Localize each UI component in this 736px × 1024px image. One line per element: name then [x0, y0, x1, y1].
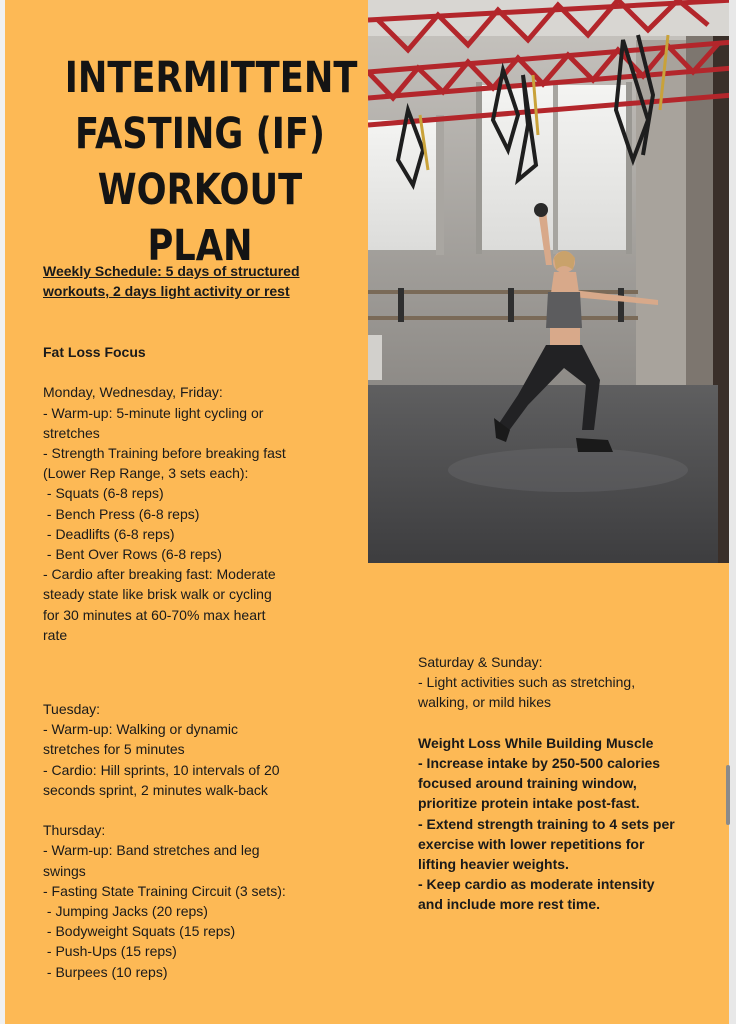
mwf-day-label: Monday, Wednesday, Friday: [43, 384, 223, 401]
thursday-day-label: Thursday: [43, 822, 106, 839]
list-item: walking, or mild hikes [418, 694, 552, 711]
tuesday-day-label: Tuesday: [43, 701, 101, 718]
muscle-list [418, 753, 718, 915]
list-item: steady state like brisk walk or cycling [43, 586, 272, 603]
list-item: - Increase intake by 250-500 calories [418, 755, 661, 771]
list-item: - Squats (6-8 reps) [43, 485, 164, 502]
list-item: swings [43, 862, 86, 879]
schedule-line-1: Weekly Schedule: 5 days of structured [43, 263, 300, 279]
list-item: rate [43, 626, 68, 643]
title-line-3: WORKOUT PLAN [97, 165, 303, 271]
list-item: - Keep cardio as moderate intensity [418, 876, 655, 893]
weekend-day-label: Saturday & Sunday: [418, 654, 543, 670]
list-item: - Extend strength training to 4 sets per [418, 815, 675, 832]
list-item: for 30 minutes at 60-70% max heart [43, 606, 266, 623]
mwf-list [43, 403, 343, 645]
scrollbar-thumb[interactable] [726, 765, 730, 825]
tuesday-list [43, 719, 343, 800]
title-line-2: FASTING (IF) [74, 109, 326, 159]
list-item: stretches for 5 minutes [43, 741, 185, 758]
list-item: - Cardio after breaking fast: Moderate [43, 566, 276, 583]
title-line-1: INTERMITTENT [64, 53, 358, 103]
list-item: - Warm-up: Walking or dynamic [43, 721, 239, 738]
fat-loss-heading: Fat Loss Focus [43, 344, 146, 360]
list-item: prioritize protein intake post-fast. [418, 795, 640, 812]
list-item: - Cardio: Hill sprints, 10 intervals of 20 [43, 761, 280, 778]
thursday-list [43, 840, 343, 981]
list-item: - Push-Ups (15 reps) [43, 943, 177, 960]
list-item: - Fasting State Training Circuit (3 sets): [43, 882, 286, 899]
list-item: focused around training window, [418, 775, 637, 792]
list-item: - Jumping Jacks (20 reps) [43, 903, 208, 920]
list-item: seconds sprint, 2 minutes walk-back [43, 781, 268, 798]
list-item: - Warm-up: Band stretches and leg [43, 842, 260, 859]
list-item: - Bent Over Rows (6-8 reps) [43, 546, 222, 563]
page-title [64, 50, 358, 274]
list-item: - Burpees (10 reps) [43, 963, 168, 980]
weekly-schedule [43, 261, 343, 301]
list-item: stretches [43, 424, 100, 441]
right-column [418, 652, 718, 915]
list-item: exercise with lower repetitions for [418, 835, 645, 852]
list-item: - Light activities such as stretching, [418, 674, 636, 691]
left-column [43, 342, 343, 982]
list-item: - Deadlifts (6-8 reps) [43, 525, 175, 542]
list-item: - Strength Training before breaking fast [43, 445, 286, 461]
list-item: lifting heavier weights. [418, 856, 569, 873]
muscle-heading: Weight Loss While Building Muscle [418, 734, 654, 751]
page-edge [729, 0, 736, 1024]
list-item: (Lower Rep Range, 3 sets each): [43, 465, 249, 482]
schedule-line-2: workouts, 2 days light activity or rest [43, 283, 290, 299]
gym-photo [368, 0, 729, 563]
list-item: - Bench Press (6-8 reps) [43, 505, 200, 522]
list-item: - Warm-up: 5-minute light cycling or [43, 404, 264, 421]
list-item: and include more rest time. [418, 896, 601, 913]
document-page [5, 0, 729, 1024]
list-item: - Bodyweight Squats (15 reps) [43, 923, 236, 940]
